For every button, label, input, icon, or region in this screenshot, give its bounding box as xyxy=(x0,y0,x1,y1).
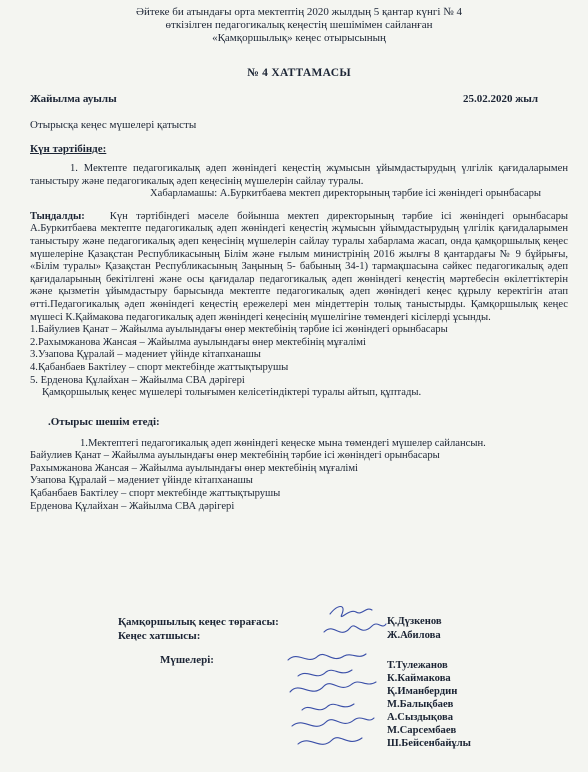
place: Жайылма ауылы xyxy=(30,93,117,105)
list-item: 3.Узапова Құралай – мәдениет үйінде кітапханашы xyxy=(30,349,261,361)
member-name: Т.Тулежанов xyxy=(387,660,448,671)
agenda-item: 1. Мектепте педагогикалық әдеп жөніндегі кеңестің жұмысын ұйымдастырудың үлгілік қағидаларымен таныстыру және педагогикалық әдеп кеңесінің мүшелерін сайлау туралы. xyxy=(30,163,568,187)
heard-paragraph xyxy=(30,211,568,324)
list-item: 5. Ерденова Құлайхан – Жайылма СВА дәрігері xyxy=(30,374,245,386)
list-item: 2.Рахымжанова Жансая – Жайылма ауылындағы өнер мектебінің мұғалімі xyxy=(30,336,366,348)
list-item: Ерденова Құлайхан – Жайылма СВА дәрігері xyxy=(30,500,235,512)
decision-text: 1.Мектептегі педагогикалық әдеп жөніндегі кеңеске мына төмендегі мүшелер сайлансын. xyxy=(80,437,486,449)
member-name: Ш.Бейсенбайұлы xyxy=(387,738,471,749)
member-name: А.Сыздықова xyxy=(387,712,454,723)
secretary-name: Ж.Абилова xyxy=(387,630,441,641)
document-header xyxy=(30,0,568,45)
member-name: К.Каймакова xyxy=(387,673,451,684)
members-label: Мүшелері: xyxy=(160,654,214,666)
list-item: Байулиев Қанат – Жайылма ауылындағы өнер мектебінің тәрбие ісі жөніндегі орынбасары xyxy=(30,450,440,462)
approval-note: Қамқоршылық кеңес мүшелері толығымен келісетіндіктері туралы айтып, құптады. xyxy=(42,387,422,399)
chair-name: Қ.Дүзкенов xyxy=(387,616,442,627)
agenda-heading: Күн тәртібінде: xyxy=(30,143,107,155)
header-line-2: өткізілген педагогикалық кеңестің шешімімен сайланған xyxy=(165,19,433,31)
date: 25.02.2020 жыл xyxy=(463,93,538,105)
list-item: 4.Қабанбаев Бактілеу – спорт мектебінде жаттықтырушы xyxy=(30,361,289,373)
heard-label: Тыңдалды: xyxy=(30,210,85,222)
member-name: М.Сарсембаев xyxy=(387,725,457,736)
nominee-list xyxy=(30,324,568,387)
elected-list xyxy=(30,450,568,513)
member-name: Қ.Иманбердин xyxy=(387,686,458,697)
decision-heading: .Отырыс шешім етеді: xyxy=(48,415,160,428)
document-title: № 4 ХАТТАМАСЫ xyxy=(247,67,351,79)
header-line-1: Әйтеке би атындағы орта мектептің 2020 жылдың 5 қантар күнгі № 4 xyxy=(136,6,462,18)
list-item: 1.Байулиев Қанат – Жайылма ауылындағы өнер мектебінің тәрбие ісі жөніндегі орынбасары xyxy=(30,324,448,336)
attendance-note: Отырысқа кеңес мүшелері қатысты xyxy=(30,119,197,131)
member-name: М.Балықбаев xyxy=(387,699,454,710)
chair-label: Қамқоршылық кеңес төрағасы: xyxy=(118,616,279,628)
header-line-3: «Қамқоршылық» кеңес отырысының xyxy=(212,32,386,44)
list-item: Қабанбаев Бактілеу – спорт мектебінде жаттықтырушы xyxy=(30,488,281,500)
list-item: Рахымжанова Жансая – Жайылма ауылындағы өнер мектебінің мұғалімі xyxy=(30,462,358,474)
place-date-row xyxy=(30,93,568,105)
agenda-reporter: Хабарламашы: А.Буркитбаева мектеп директорының тәрбие ісі жөніндегі орынбасары xyxy=(150,188,542,200)
list-item: Узапова Құралай – мәдениет үйінде кітапханашы xyxy=(30,475,253,487)
heard-text: Күн тәртібіндегі мәселе бойынша мектеп директорының тәрбие ісі жөніндегі орынбасары А.Буркитбаева мектепте педагогикалық әдеп жөніндегі кеңестің жұмысын ұйымдастырудың үлгілік қағидаларымен таныстыру және педагогикалық әдеп кеңесінің мүшелерін сайлау туралы хабарлама жасап, онда қамқоршылық кеңес мүшелеріне Қазақстан Республикасының Білім және ғылым министрінің 2016 жылғы 8 қантардағы № 9 бұйрығы, «Білім туралы» Қазақстан Республикасының Заңының 5- бабының 34-1) тармақшасына сәйкес педагогикалық әдеп қағидаларының бекітілгені және осы қағидалар педагогикалық әдеп жөніндегі кеңестің мәртебесін өкілеттіктерін және қызметін ұйымдастыру барысында мектепте педагогикалық әдеп жөніндегі кеңес құрылу керектігін атап өтті.Педагогикалық әдеп жөніндегі кеңестің ережелері мен міндеттерін толық таныстырды. Қамқоршылық кеңес мүшесі К.Қаймакова педагогикалық әдеп жөніндегі кеңесінің мүшелігіне төмендегі кісілерді ұсынды. xyxy=(30,210,568,323)
secretary-label: Кеңес хатшысы: xyxy=(118,630,201,642)
